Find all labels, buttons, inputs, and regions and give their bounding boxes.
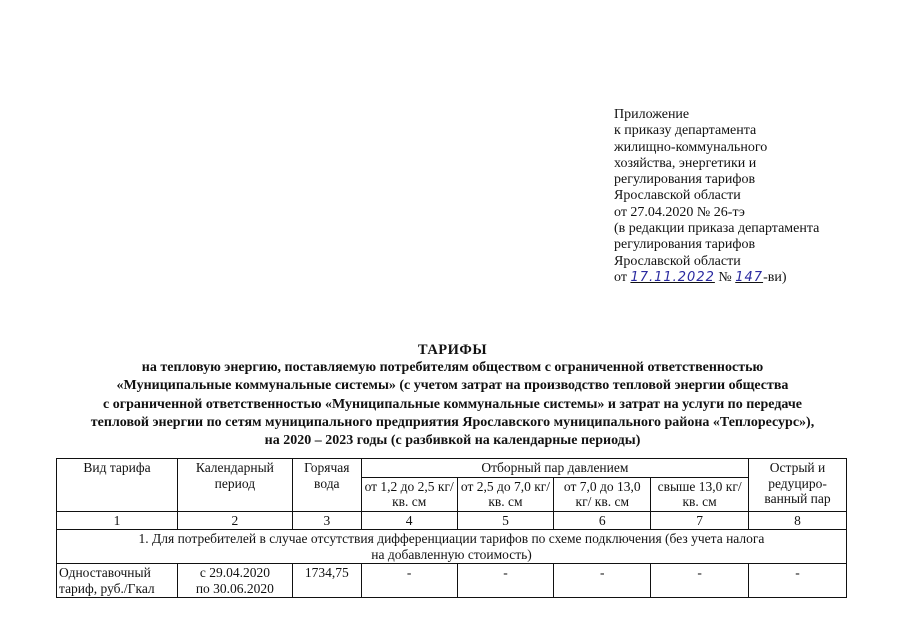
- appendix-line: регулирования тарифов: [614, 172, 756, 188]
- appendix-line: хозяйства, энергетики и: [614, 155, 757, 171]
- title-heading: ТАРИФЫ: [417, 342, 488, 358]
- column-number: 3: [292, 511, 361, 530]
- section-title-cell: [57, 530, 847, 564]
- cell-tariff-type: [57, 564, 178, 598]
- table-header-row: [57, 459, 847, 478]
- section-title-line: 1. Для потребителей в случае отсутствия дифференциации тарифов по схеме подключения (без учета налога: [138, 531, 765, 546]
- title-line: на 2020 – 2023 годы (с разбивкой на календарные периоды): [264, 433, 641, 449]
- appendix-line: Приложение: [614, 107, 690, 122]
- handwritten-number: 147: [735, 269, 764, 285]
- header-hot-water: Горячая вода: [292, 459, 361, 512]
- header-tariff-type: Вид тарифа: [57, 459, 178, 512]
- cell-hot-water: 1734,75: [292, 564, 361, 598]
- appendix-line: (в редакции приказа департамента: [614, 221, 820, 237]
- appendix-edition-line: [614, 270, 819, 286]
- column-numbers-row: [57, 511, 847, 530]
- title-line: тепловой энергии по сетям муниципального предприятия Ярославского муниципального района «Теплоресурс»),: [90, 414, 815, 430]
- column-number: 4: [361, 511, 457, 530]
- cell-steam-2: -: [457, 564, 554, 598]
- header-sharp-steam: Острый и редуциро-ванный пар: [749, 459, 847, 512]
- column-number: 6: [554, 511, 651, 530]
- column-number: 1: [57, 511, 178, 530]
- cell-steam-1: -: [361, 564, 457, 598]
- cell-line: Одноставочный: [59, 565, 151, 580]
- section-title-line: на добавленную стоимость): [371, 546, 532, 562]
- edition-prefix: от: [614, 269, 627, 285]
- tariffs-table: [56, 458, 847, 598]
- column-number: 5: [457, 511, 554, 530]
- edition-number-sign: №: [718, 269, 732, 285]
- header-steam-4: свыше 13,0 кг/ кв. см: [651, 477, 749, 511]
- handwritten-date: 17.11.2022: [630, 269, 715, 285]
- cell-line: тариф, руб./Гкал: [59, 580, 155, 596]
- table-row: [57, 564, 847, 598]
- appendix-line: от 27.04.2020 № 26-тэ: [614, 204, 745, 220]
- cell-period: [177, 564, 292, 598]
- title-line: на тепловую энергию, поставляемую потребителям обществом с ограниченной ответственностью: [141, 360, 764, 376]
- title-line: с ограниченной ответственностью «Муниципальные коммунальные системы» и затрат на услуги по передаче: [103, 396, 802, 412]
- header-steam-group: Отборный пар давлением: [361, 459, 748, 478]
- cell-line: с 29.04.2020: [199, 565, 270, 580]
- cell-steam-4: -: [651, 564, 749, 598]
- header-steam-2: от 2,5 до 7,0 кг/ кв. см: [457, 477, 554, 511]
- appendix-line: жилищно-коммунального: [614, 139, 768, 155]
- section-title-row: [57, 530, 847, 564]
- appendix-line: регулирования тарифов: [614, 237, 756, 253]
- edition-suffix: -ви): [763, 269, 787, 285]
- header-calendar-period: Календарный период: [177, 459, 292, 512]
- column-number: 7: [651, 511, 749, 530]
- appendix-block: [614, 107, 819, 286]
- column-number: 8: [749, 511, 847, 530]
- appendix-line: Ярославской области: [614, 253, 741, 269]
- column-number: 2: [177, 511, 292, 530]
- document-title: [40, 341, 865, 450]
- cell-sharp-steam: -: [749, 564, 847, 598]
- cell-line: по 30.06.2020: [195, 580, 274, 596]
- appendix-line: Ярославской области: [614, 188, 741, 204]
- appendix-line: к приказу департамента: [614, 123, 757, 139]
- header-steam-3: от 7,0 до 13,0 кг/ кв. см: [554, 477, 651, 511]
- header-steam-1: от 1,2 до 2,5 кг/ кв. см: [361, 477, 457, 511]
- title-line: «Муниципальные коммунальные системы» (с учетом затрат на производство тепловой энергии общества: [116, 378, 789, 394]
- cell-steam-3: -: [554, 564, 651, 598]
